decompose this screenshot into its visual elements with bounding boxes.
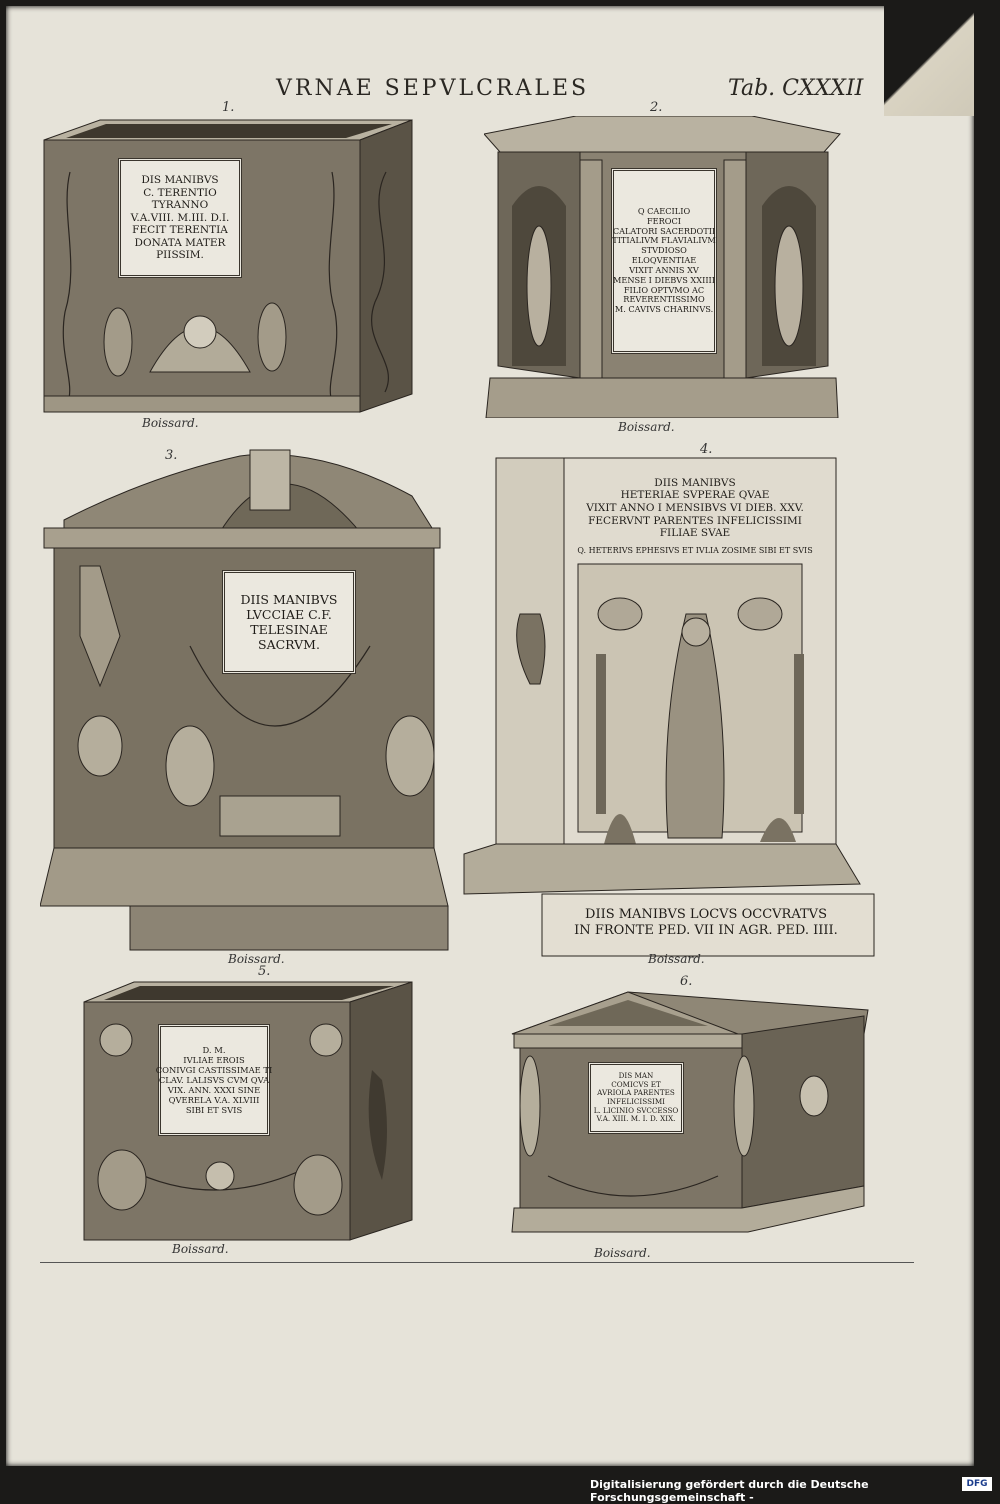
inscription-line: FECERVNT PARENTES INFELICISSIMI <box>588 514 802 527</box>
inscription-line: VIX. ANN. XXXI SINE <box>167 1085 261 1096</box>
inscription-line: MENSE I DIEBVS XXIIII <box>612 274 716 285</box>
inscription-plaque-3 <box>222 570 356 674</box>
engraver-signature: Boissard. <box>142 416 199 430</box>
inscription-line: INFELICISSIMI <box>606 1097 666 1106</box>
bottom-rule <box>40 1262 914 1263</box>
engraver-signature: Boissard. <box>172 1242 229 1256</box>
dfg-logo: DFG <box>962 1477 992 1491</box>
engraver-signature: Boissard. <box>228 952 285 966</box>
inscription-line: FEROCI <box>646 215 682 226</box>
inscription-line: HETERIAE SVPERAE QVAE <box>620 489 770 502</box>
inscription-line: FILIO OPTVMO AC <box>623 284 705 295</box>
inscription-line: DIIS MANIBVS <box>240 592 338 607</box>
inscription-line: SIBI ET SVIS <box>185 1105 243 1116</box>
base-inscription-4 <box>545 900 867 946</box>
inscription-line: V.A.VIII. M.III. D.I. <box>130 211 230 224</box>
figure-number: 3. <box>165 448 178 463</box>
inscription-plaque-5 <box>155 1024 273 1136</box>
inscription-line: SACRVM. <box>258 637 320 652</box>
inscription-line: COMICVS ET <box>611 1079 661 1089</box>
inscription-line: IVLIAE EROIS <box>183 1054 245 1065</box>
inscription-line: AVRIOLA PARENTES <box>597 1088 675 1098</box>
figure-number: 1. <box>222 100 235 115</box>
urn-figure-6 <box>508 986 870 1250</box>
inscription-line: VIXIT ANNO I MENSIBVS VI DIEB. XXV. <box>586 501 804 514</box>
inscription-plaque-1 <box>118 158 242 278</box>
inscription-line: CALATORI SACERDOTII <box>612 225 716 236</box>
inscription-line: DIS MAN <box>618 1071 654 1081</box>
inscription-line: FECIT TERENTIA <box>132 224 228 237</box>
engraver-signature: Boissard. <box>648 952 705 966</box>
inscription-line: STVDIOSO <box>641 245 687 256</box>
inscription-plaque-2 <box>611 168 717 354</box>
figure-number: 4. <box>700 442 713 457</box>
inscription-line: LVCCIAE C.F. <box>246 607 332 622</box>
figure-number: 6. <box>680 974 693 989</box>
figure-number: 5. <box>258 964 271 979</box>
inscription-line: TELESINAE <box>250 622 328 637</box>
plate-number: Tab. CXXXII <box>728 76 864 101</box>
inscription-line: DONATA MATER <box>134 236 226 249</box>
inscription-line: TITIALIVM FLAVIALIVM <box>612 235 716 246</box>
inscription-line: VIXIT ANNIS XV <box>629 264 699 275</box>
inscription-plaque-6 <box>588 1062 684 1134</box>
inscription-plaque-4 <box>577 464 813 568</box>
plate-title: VRNAE SEPVLCRALES <box>276 76 590 101</box>
inscription-line: CONIVGI CASTISSIMAE TI <box>155 1064 273 1075</box>
inscription-line: D. M. <box>202 1044 226 1055</box>
inscription-line: Q CAECILIO <box>637 205 691 216</box>
inscription-line: TYRANNO <box>151 199 209 212</box>
engraver-signature: Boissard. <box>594 1246 651 1260</box>
inscription-line: M. CAVIVS CHARINVS. <box>614 304 714 315</box>
inscription-sub-line: Q. HETERIVS EPHESIVS ET IVLIA ZOSIME SIBI ET SVIS <box>577 545 813 555</box>
folded-corner <box>884 6 974 116</box>
figure-number: 2. <box>650 100 663 115</box>
urn-figure-3 <box>40 436 450 951</box>
inscription-line: DIS MANIBVS <box>141 173 219 186</box>
inscription-line: L. LICINIO SVCCESSO <box>593 1105 679 1115</box>
inscription-line: ELOQVENTIAE <box>631 255 697 266</box>
inscription-line: CLAV. LALISVS CVM QVA <box>158 1074 270 1085</box>
inscription-line: IN FRONTE PED. VII IN AGR. PED. IIII. <box>574 923 838 938</box>
inscription-line: V.A. XIII. M. I. D. XIX. <box>596 1114 676 1124</box>
inscription-line: FILIAE SVAE <box>659 527 731 540</box>
funding-note: Digitalisierung gefördert durch die Deutsche Forschungsgemeinschaft - <box>590 1478 869 1504</box>
inscription-line: REVERENTISSIMO <box>623 294 705 305</box>
inscription-line: QVERELA V.A. XLVIII <box>168 1095 260 1106</box>
engraver-signature: Boissard. <box>618 420 675 434</box>
inscription-line: DIIS MANIBVS <box>654 476 736 489</box>
inscription-line: C. TERENTIO <box>143 186 217 199</box>
inscription-line: PIISSIM. <box>156 249 204 262</box>
inscription-line: DIIS MANIBVS LOCVS OCCVRATVS <box>585 907 827 923</box>
